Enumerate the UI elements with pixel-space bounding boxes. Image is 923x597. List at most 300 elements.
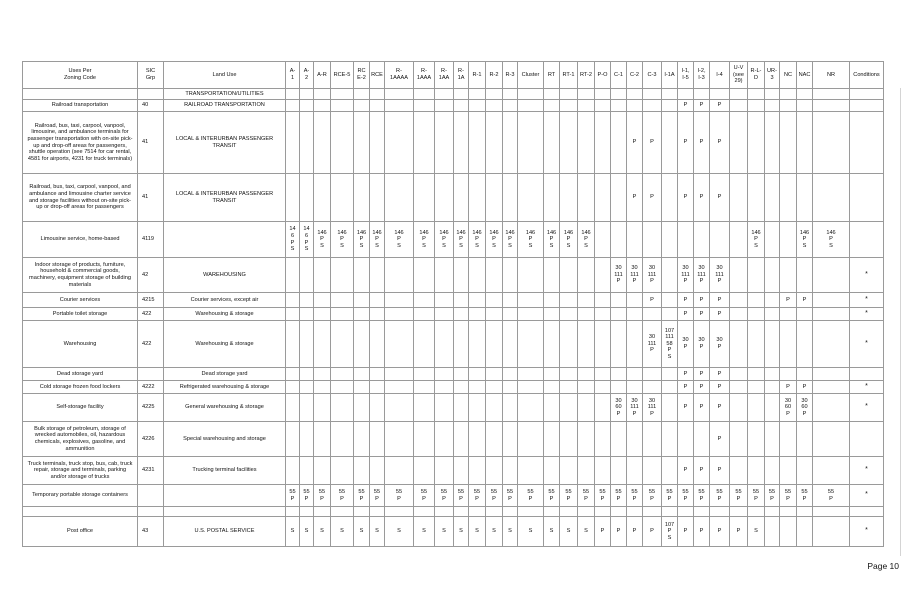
zone-cell	[370, 321, 385, 368]
zone-cell	[813, 321, 850, 368]
zone-cell	[331, 381, 354, 394]
zone-cell	[544, 100, 560, 112]
zone-cell	[354, 100, 370, 112]
zone-cell	[611, 112, 627, 174]
zone-cell	[813, 422, 850, 457]
zone-cell	[765, 368, 780, 381]
zone-cell	[730, 321, 748, 368]
zone-cell	[518, 112, 544, 174]
zone-cell	[765, 394, 780, 422]
zone-cell: P	[678, 394, 694, 422]
zone-cell: 55 P	[813, 485, 850, 507]
zone-cell: 55 P	[385, 485, 414, 507]
zone-cell	[300, 507, 314, 517]
zone-cell	[560, 258, 578, 293]
zone-cell	[370, 174, 385, 222]
zone-cell	[314, 457, 331, 485]
zone-cell: P	[678, 457, 694, 485]
header-zone: NR	[813, 62, 850, 89]
table-row	[23, 485, 884, 507]
zone-cell: P	[694, 293, 710, 308]
zone-cell	[518, 394, 544, 422]
header-zone: Cluster	[518, 62, 544, 89]
zone-cell	[518, 422, 544, 457]
zone-cell	[414, 381, 435, 394]
zone-cell: 146 P S	[503, 222, 518, 258]
zone-cell: S	[544, 517, 560, 547]
zone-cell: P	[710, 394, 730, 422]
zone-cell	[595, 394, 611, 422]
zone-cell	[286, 422, 300, 457]
conditions-cell	[850, 222, 884, 258]
zone-cell: S	[331, 517, 354, 547]
use-cell: Portable toilet storage	[23, 308, 138, 321]
zone-cell	[797, 457, 813, 485]
zone-cell	[611, 293, 627, 308]
zone-cell	[765, 293, 780, 308]
header-zone: A- 2	[300, 62, 314, 89]
zone-cell: S	[370, 517, 385, 547]
zone-cell	[486, 293, 503, 308]
zone-cell: P	[611, 517, 627, 547]
zone-cell	[370, 368, 385, 381]
zone-cell: P	[643, 517, 662, 547]
header-zone: A-R	[314, 62, 331, 89]
conditions-cell	[850, 112, 884, 174]
zone-cell	[354, 507, 370, 517]
zone-cell	[611, 507, 627, 517]
zone-cell	[627, 222, 643, 258]
zone-cell: P	[780, 381, 797, 394]
zone-cell	[780, 89, 797, 100]
zone-cell	[643, 507, 662, 517]
sic-cell: 41	[138, 174, 164, 222]
zone-cell	[300, 394, 314, 422]
zone-cell	[469, 321, 486, 368]
zone-cell	[518, 100, 544, 112]
zone-cell	[331, 258, 354, 293]
zone-cell: 146 P S	[560, 222, 578, 258]
zone-cell	[662, 368, 678, 381]
zone-cell	[813, 100, 850, 112]
zone-cell: 30 111 P	[643, 394, 662, 422]
zone-cell	[730, 308, 748, 321]
zone-cell	[385, 381, 414, 394]
zone-cell	[454, 308, 469, 321]
zone-cell	[643, 100, 662, 112]
zone-cell: 146 P S	[469, 222, 486, 258]
zone-cell	[435, 100, 454, 112]
zone-cell	[354, 321, 370, 368]
zone-cell: 146 P S	[354, 222, 370, 258]
zone-cell	[454, 258, 469, 293]
zone-cell	[314, 258, 331, 293]
zone-cell	[560, 394, 578, 422]
zone-cell	[560, 89, 578, 100]
land-use-cell: Refrigerated warehousing & storage	[164, 381, 286, 394]
use-cell: Dead storage yard	[23, 368, 138, 381]
table-row	[23, 222, 884, 258]
zone-cell: P	[710, 368, 730, 381]
header-zone: RC E-2	[354, 62, 370, 89]
header-zone: RCE-5	[331, 62, 354, 89]
zone-cell	[354, 368, 370, 381]
zone-cell	[730, 89, 748, 100]
zone-cell	[331, 89, 354, 100]
zone-cell	[797, 321, 813, 368]
table-row	[23, 422, 884, 457]
table-row	[23, 394, 884, 422]
zone-cell: 55 P	[414, 485, 435, 507]
zone-cell	[748, 422, 765, 457]
zone-cell	[765, 89, 780, 100]
zone-cell	[331, 100, 354, 112]
zone-cell	[813, 174, 850, 222]
header-zone: C-2	[627, 62, 643, 89]
zone-cell	[486, 368, 503, 381]
zone-cell	[354, 381, 370, 394]
zone-cell: 55 P	[595, 485, 611, 507]
zone-cell	[578, 89, 595, 100]
zone-cell: P	[678, 517, 694, 547]
zone-cell	[486, 258, 503, 293]
zone-cell	[780, 457, 797, 485]
zone-cell	[627, 100, 643, 112]
zone-cell	[503, 422, 518, 457]
zone-cell	[486, 422, 503, 457]
zone-cell	[560, 457, 578, 485]
zone-cell	[694, 222, 710, 258]
header-zone: RT-1	[560, 62, 578, 89]
zone-cell	[780, 507, 797, 517]
zone-cell	[454, 293, 469, 308]
zone-cell: 55 P	[435, 485, 454, 507]
zone-cell: 30 60 P	[797, 394, 813, 422]
zone-cell	[300, 174, 314, 222]
zone-cell: 146 P S	[578, 222, 595, 258]
zone-cell	[454, 368, 469, 381]
zone-cell	[300, 100, 314, 112]
zone-cell	[643, 381, 662, 394]
zone-cell	[469, 368, 486, 381]
sic-cell: 4226	[138, 422, 164, 457]
zone-cell	[813, 293, 850, 308]
zone-cell	[518, 293, 544, 308]
zone-cell	[595, 381, 611, 394]
zone-cell	[748, 507, 765, 517]
zone-cell: P	[643, 174, 662, 222]
zone-cell: S	[454, 517, 469, 547]
zone-cell	[331, 321, 354, 368]
zone-cell	[694, 89, 710, 100]
zone-cell	[748, 100, 765, 112]
zone-cell: 146 P S	[518, 222, 544, 258]
zone-cell	[748, 394, 765, 422]
zone-cell: 146 P S	[370, 222, 385, 258]
zone-cell	[544, 422, 560, 457]
page-right-rule	[900, 88, 901, 556]
zone-cell	[469, 381, 486, 394]
zone-cell: S	[300, 517, 314, 547]
sic-cell: 4119	[138, 222, 164, 258]
zone-cell: 55 P	[544, 485, 560, 507]
zone-cell: 30 111 P	[643, 258, 662, 293]
zone-cell	[286, 308, 300, 321]
zone-cell	[710, 222, 730, 258]
zone-cell	[518, 321, 544, 368]
zone-cell	[385, 457, 414, 485]
zone-cell	[385, 100, 414, 112]
zone-cell	[469, 394, 486, 422]
zone-cell	[578, 112, 595, 174]
zone-cell	[611, 457, 627, 485]
conditions-cell: *	[850, 293, 884, 308]
zone-cell: S	[518, 517, 544, 547]
zone-cell	[643, 368, 662, 381]
zone-cell: 55 P	[678, 485, 694, 507]
zone-cell	[560, 507, 578, 517]
land-use-cell	[164, 222, 286, 258]
zone-cell	[813, 308, 850, 321]
zone-cell: S	[503, 517, 518, 547]
zone-cell: 146 P S	[435, 222, 454, 258]
zone-cell	[331, 293, 354, 308]
zone-cell	[370, 308, 385, 321]
table-row	[23, 368, 884, 381]
zone-cell: 107 P S	[662, 517, 678, 547]
zone-cell	[662, 100, 678, 112]
zone-cell: P	[694, 174, 710, 222]
zone-cell: 55 P	[710, 485, 730, 507]
zone-cell	[595, 89, 611, 100]
header-zone: I-1, I-5	[678, 62, 694, 89]
zone-cell: P	[678, 381, 694, 394]
zone-cell	[414, 112, 435, 174]
zone-cell	[503, 381, 518, 394]
zone-cell	[518, 381, 544, 394]
zone-cell: 55 P	[503, 485, 518, 507]
zone-cell	[414, 89, 435, 100]
header-zone: P-O	[595, 62, 611, 89]
zone-cell: 55 P	[627, 485, 643, 507]
zone-cell	[435, 368, 454, 381]
zone-cell	[286, 368, 300, 381]
zone-cell	[694, 422, 710, 457]
zone-cell	[627, 457, 643, 485]
zone-cell	[678, 89, 694, 100]
zone-cell	[595, 112, 611, 174]
zone-cell: P	[710, 457, 730, 485]
zone-cell	[748, 457, 765, 485]
zone-cell	[435, 381, 454, 394]
zone-cell: P	[694, 308, 710, 321]
page-number: Page 10	[867, 561, 899, 571]
zone-cell	[518, 174, 544, 222]
zone-cell	[469, 174, 486, 222]
zone-cell	[518, 258, 544, 293]
zone-cell	[314, 381, 331, 394]
zone-cell: S	[578, 517, 595, 547]
zone-cell	[595, 174, 611, 222]
zone-cell	[454, 112, 469, 174]
sic-cell: 4215	[138, 293, 164, 308]
zone-cell: P	[694, 457, 710, 485]
zone-cell: P	[694, 517, 710, 547]
zone-cell: P	[710, 112, 730, 174]
zone-cell	[611, 89, 627, 100]
header-zone: I-2, I-3	[694, 62, 710, 89]
zone-cell	[748, 368, 765, 381]
sic-cell: 40	[138, 100, 164, 112]
zone-cell: 146 P S	[454, 222, 469, 258]
zone-cell	[748, 381, 765, 394]
zone-cell: P	[678, 174, 694, 222]
zone-cell: 30 111 P	[694, 258, 710, 293]
zone-cell	[414, 457, 435, 485]
zone-cell	[544, 321, 560, 368]
zone-cell	[331, 507, 354, 517]
use-cell: Limousine service, home-based	[23, 222, 138, 258]
zone-cell	[300, 89, 314, 100]
land-use-cell	[164, 485, 286, 507]
header-row	[23, 62, 884, 89]
zone-cell: 55 P	[518, 485, 544, 507]
zone-cell: P	[643, 293, 662, 308]
zone-cell	[748, 112, 765, 174]
zone-cell	[469, 457, 486, 485]
zone-cell	[370, 507, 385, 517]
zone-cell	[780, 112, 797, 174]
zone-cell	[518, 507, 544, 517]
zone-cell	[780, 222, 797, 258]
zone-cell: 55 P	[694, 485, 710, 507]
zone-cell: P	[780, 293, 797, 308]
zone-cell	[797, 258, 813, 293]
zone-cell: 55 P	[748, 485, 765, 507]
zone-cell: P	[710, 293, 730, 308]
table-row	[23, 112, 884, 174]
zone-cell	[797, 308, 813, 321]
zone-cell: 55 P	[643, 485, 662, 507]
zone-cell	[765, 308, 780, 321]
sic-cell: 422	[138, 321, 164, 368]
header-zone: R- 1AAA	[414, 62, 435, 89]
use-cell: Temporary portable storage containers	[23, 485, 138, 507]
zone-cell	[503, 174, 518, 222]
zone-cell	[765, 517, 780, 547]
zone-cell	[518, 308, 544, 321]
zone-cell	[748, 321, 765, 368]
zone-cell	[314, 507, 331, 517]
zone-cell	[286, 89, 300, 100]
zone-cell: 30 P	[678, 321, 694, 368]
zone-cell	[595, 321, 611, 368]
zone-cell: 55 P	[797, 485, 813, 507]
zone-cell	[331, 174, 354, 222]
zone-cell	[314, 112, 331, 174]
zone-cell	[611, 368, 627, 381]
table-row	[23, 258, 884, 293]
zone-cell	[503, 258, 518, 293]
zone-cell	[578, 457, 595, 485]
zone-cell	[414, 321, 435, 368]
zone-cell	[454, 507, 469, 517]
land-use-cell: General warehousing & storage	[164, 394, 286, 422]
zone-cell	[730, 368, 748, 381]
zone-cell	[486, 394, 503, 422]
use-cell: Indoor storage of products, furniture, household & commercial goods, machinery, equipment storage of building materials	[23, 258, 138, 293]
zone-cell	[578, 174, 595, 222]
header-zone: R- 1A	[454, 62, 469, 89]
zone-cell	[813, 381, 850, 394]
zone-cell	[748, 89, 765, 100]
zone-cell	[469, 293, 486, 308]
zone-cell	[627, 422, 643, 457]
zone-cell	[765, 112, 780, 174]
zone-cell	[560, 308, 578, 321]
zone-cell: S	[469, 517, 486, 547]
zone-cell: P	[730, 517, 748, 547]
zone-cell	[286, 293, 300, 308]
use-cell: Warehousing	[23, 321, 138, 368]
zone-cell: 30 P	[710, 321, 730, 368]
zone-cell	[300, 308, 314, 321]
zone-cell	[544, 394, 560, 422]
zone-cell	[813, 112, 850, 174]
zone-cell: 146 P S	[544, 222, 560, 258]
zone-cell: S	[414, 517, 435, 547]
zone-cell	[469, 100, 486, 112]
zone-cell: P	[678, 100, 694, 112]
zone-cell	[385, 174, 414, 222]
zone-cell	[578, 308, 595, 321]
zone-cell	[730, 293, 748, 308]
zone-cell	[780, 422, 797, 457]
zone-cell	[503, 100, 518, 112]
zone-cell	[385, 321, 414, 368]
sic-cell: 41	[138, 112, 164, 174]
zone-cell	[454, 381, 469, 394]
zone-cell	[765, 422, 780, 457]
zone-cell	[503, 321, 518, 368]
zone-cell	[414, 100, 435, 112]
zone-cell	[662, 381, 678, 394]
header-zone: R- 1AA	[435, 62, 454, 89]
zone-cell	[370, 293, 385, 308]
zone-cell: P	[694, 112, 710, 174]
zone-cell	[780, 321, 797, 368]
sic-cell: 43	[138, 517, 164, 547]
conditions-cell: *	[850, 321, 884, 368]
zone-cell	[560, 100, 578, 112]
table-row	[23, 381, 884, 394]
conditions-cell: *	[850, 381, 884, 394]
zone-cell	[314, 368, 331, 381]
zone-cell: P	[678, 293, 694, 308]
zone-cell	[578, 381, 595, 394]
zone-cell: 55 P	[780, 485, 797, 507]
header-zone: RCE	[370, 62, 385, 89]
zone-cell	[765, 100, 780, 112]
zone-cell	[730, 422, 748, 457]
land-use-cell	[164, 507, 286, 517]
zone-cell	[300, 112, 314, 174]
zone-cell: 30 60 P	[780, 394, 797, 422]
zone-cell	[578, 100, 595, 112]
zone-cell	[560, 321, 578, 368]
zone-cell: P	[694, 394, 710, 422]
header-zone: R-1	[469, 62, 486, 89]
